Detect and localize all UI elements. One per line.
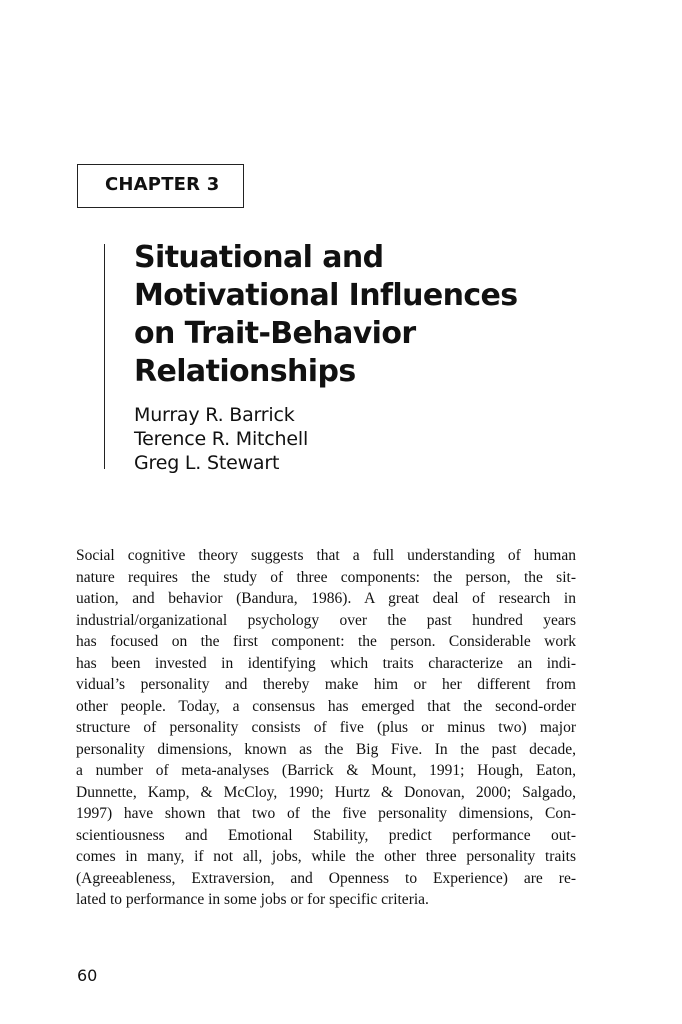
body-line: industrial/organizational psychology over the past hundred years [76,611,576,629]
page-number: 60 [77,966,98,985]
body-paragraph [76,545,576,911]
body-line: other people. Today, a consensus has emerged that the second-order [76,697,576,715]
body-line: Dunnette, Kamp, & McCloy, 1990; Hurtz & Donovan, 2000; Salgado, [76,783,576,801]
body-line: Social cognitive theory suggests that a full understanding of human [76,547,576,564]
chapter-label-box [77,164,244,208]
body-line: (Agreeableness, Extraversion, and Openness to Experience) are re- [76,869,576,887]
body-line: 1997) have shown that two of the five personality dimensions, Con- [76,805,576,822]
author-name: Greg L. Stewart [134,452,280,474]
author-list [134,403,308,475]
body-line: structure of personality consists of five (plus or minus two) major [76,719,576,736]
chapter-title-line: Relationships [134,354,356,389]
body-line: scientiousness and Emotional Stability, predict performance out- [76,826,576,844]
body-line: a number of meta-analyses (Barrick & Mount, 1991; Hough, Eaton, [76,762,576,779]
chapter-title-line: Motivational Influences [134,278,518,313]
body-line: lated to performance in some jobs or for specific criteria. [76,891,429,908]
chapter-title-line: on Trait-Behavior [134,316,416,351]
title-vertical-rule [104,244,105,469]
chapter-title [134,239,604,391]
body-line: nature requires the study of three components: the person, the sit- [76,568,576,586]
body-line: uation, and behavior (Bandura, 1986). A great deal of research in [76,590,576,607]
chapter-title-line: Situational and [134,240,384,275]
author-name: Murray R. Barrick [134,404,295,426]
body-line: has focused on the first component: the person. Considerable work [76,633,576,650]
body-line: personality dimensions, known as the Big Five. In the past decade, [76,740,576,758]
body-line: vidual’s personality and thereby make him or her different from [76,676,576,693]
chapter-label: CHAPTER 3 [105,174,220,195]
body-line: has been invested in identifying which traits characterize an indi- [76,654,576,672]
body-line: comes in many, if not all, jobs, while the other three personality traits [76,848,576,865]
author-name: Terence R. Mitchell [134,428,309,450]
